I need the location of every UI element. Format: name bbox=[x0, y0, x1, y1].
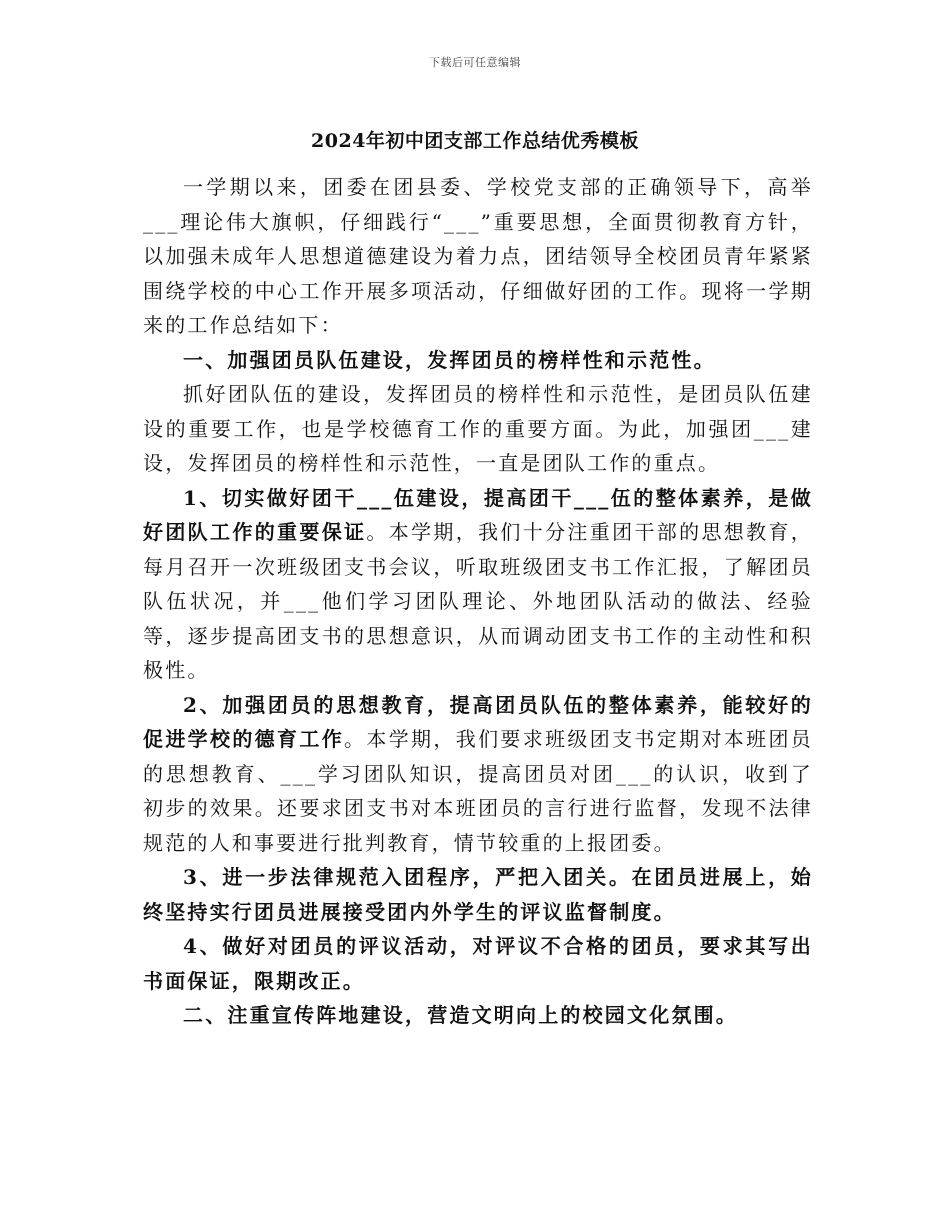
item-2-lead: 2、加强团员的思想教育，提高团员队伍的整体素养，能较好的促进学校的德育工作 bbox=[143, 692, 813, 751]
item-2-text: 。本学期，我们要求班级团支书定期对本班团员的思想教育、___学习团队知识，提高团员对团___的认识，收到了初步的效果。还要求团支书对本班团员的言行进行监督，发现不法律规范的人和事要进行批判教育，情节较重的上报团委。 bbox=[143, 727, 813, 855]
document-body bbox=[143, 170, 813, 1033]
intro-paragraph: 一学期以来，团委在团县委、学校党支部的正确领导下，高举___理论伟大旗帜，仔细践行“___”重要思想，全面贯彻教育方针，以加强未成年人思想道德建设为着力点，团结领导全校团员青年紧紧围绕学校的中心工作开展多项活动，仔细做好团的工作。现将一学期来的工作总结如下： bbox=[143, 175, 813, 337]
page-title: 2024年初中团支部工作总结优秀模板 bbox=[311, 130, 639, 152]
item-3-paragraph: 3、进一步法律规范入团程序，严把入团关。在团员进展上，始终坚持实行团员进展接受团内外学生的评议监督制度。 bbox=[143, 865, 813, 924]
header-note: 下载后可任意编辑 bbox=[429, 56, 521, 69]
item-1-text: 。本学期，我们十分注重团干部的思想教育，每月召开一次班级团支书会议，听取班级团支书工作汇报，了解团员队伍状况，并___他们学习团队理论、外地团队活动的做法、经验等，逐步提高团支书的思想意识，从而调动团支书工作的主动性和积极性。 bbox=[143, 520, 814, 682]
item-1-paragraph bbox=[143, 481, 813, 688]
section-1-paragraph: 抓好团队伍的建设，发挥团员的榜样性和示范性，是团员队伍建设的重要工作，也是学校德育工作的重要方面。为此，加强团___建设，发挥团员的榜样性和示范性，一直是团队工作的重点。 bbox=[143, 382, 813, 475]
item-1-lead: 1、切实做好团干___伍建设，提高团干___伍的整体素养，是做好团队工作的重要保证 bbox=[143, 485, 813, 544]
item-4-paragraph: 4、做好对团员的评议活动，对评议不合格的团员，要求其写出书面保证，限期改正。 bbox=[143, 934, 813, 993]
item-2-paragraph bbox=[143, 688, 813, 861]
section-heading-2: 二、注重宣传阵地建设，营造文明向上的校园文化氛围。 bbox=[183, 1003, 738, 1027]
section-heading-1: 一、加强团员队伍建设，发挥团员的榜样性和示范性。 bbox=[183, 347, 716, 372]
